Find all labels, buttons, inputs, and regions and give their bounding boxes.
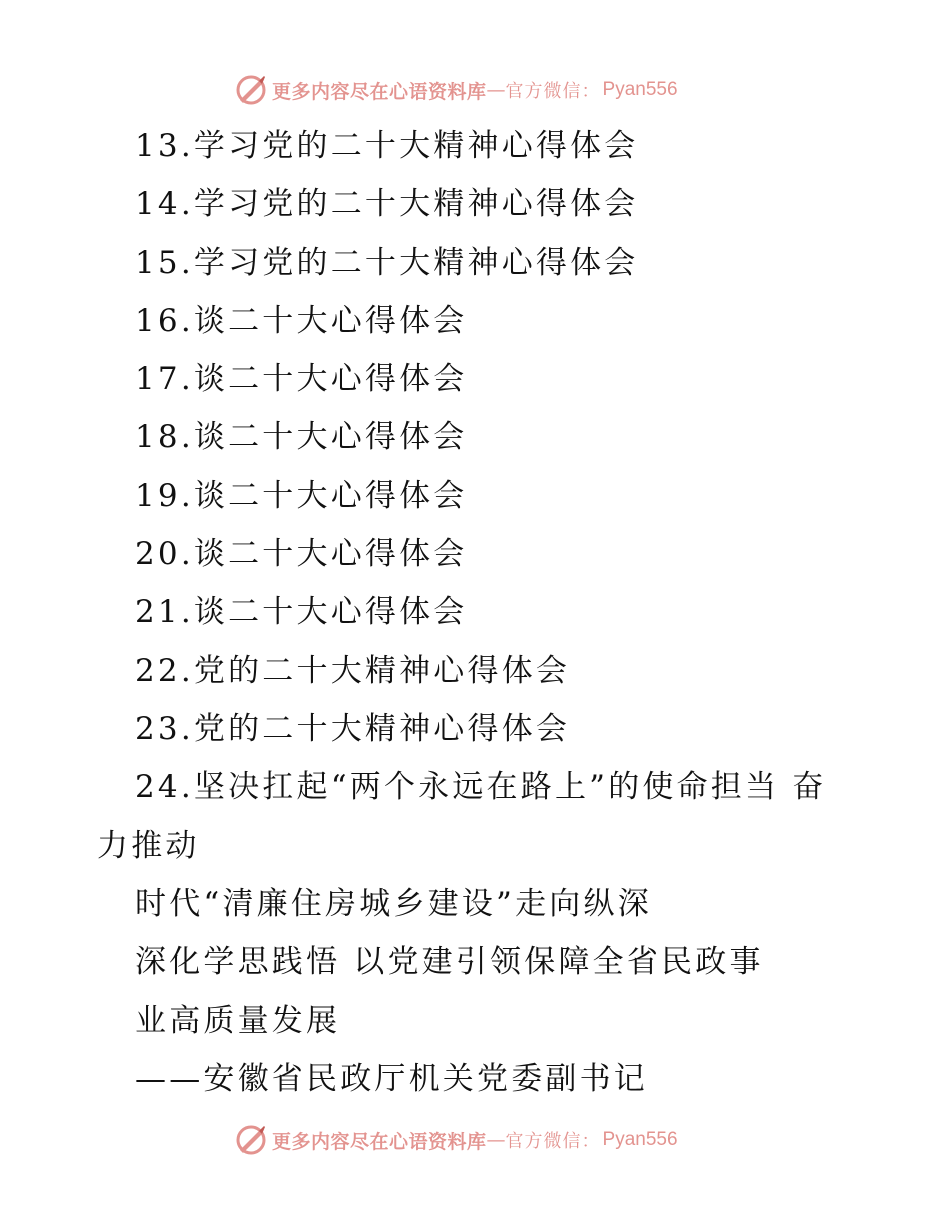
list-item-continuation: 力推动 bbox=[97, 828, 200, 864]
watermark-main-text: 更多内容尽在心语资料库 bbox=[272, 80, 487, 103]
list-item: 21.谈二十大心得体会 bbox=[135, 594, 468, 630]
watermark-header bbox=[234, 73, 678, 107]
watermark-footer bbox=[234, 1123, 678, 1157]
watermark-wechat-id: Pyan556 bbox=[602, 1129, 678, 1150]
watermark-official-label: 官方微信： bbox=[505, 1131, 601, 1152]
list-item: 17.谈二十大心得体会 bbox=[135, 361, 468, 397]
list-item: 20.谈二十大心得体会 bbox=[135, 536, 468, 572]
watermark-official-label: 官方微信： bbox=[505, 81, 601, 102]
list-item: 19.谈二十大心得体会 bbox=[135, 478, 468, 514]
list-item: 18.谈二十大心得体会 bbox=[135, 419, 468, 455]
document-line: 业高质量发展 bbox=[135, 1003, 341, 1039]
pen-logo-icon bbox=[234, 73, 268, 107]
list-item: 22.党的二十大精神心得体会 bbox=[135, 653, 571, 689]
list-item: 24.坚决扛起“两个永远在路上”的使命担当 奋 bbox=[135, 769, 827, 805]
watermark-separator: — bbox=[486, 79, 506, 101]
watermark-main-text: 更多内容尽在心语资料库 bbox=[272, 1130, 487, 1153]
list-item: 13.学习党的二十大精神心得体会 bbox=[135, 128, 639, 164]
document-line: 深化学思践悟 以党建引领保障全省民政事 bbox=[135, 944, 764, 980]
list-item: 15.学习党的二十大精神心得体会 bbox=[135, 245, 639, 281]
watermark-wechat-id: Pyan556 bbox=[602, 79, 678, 100]
list-item: 14.学习党的二十大精神心得体会 bbox=[135, 186, 639, 222]
list-item: 16.谈二十大心得体会 bbox=[135, 303, 468, 339]
pen-logo-icon bbox=[234, 1123, 268, 1157]
document-line: ——安徽省民政厅机关党委副书记 bbox=[135, 1061, 648, 1097]
list-item: 23.党的二十大精神心得体会 bbox=[135, 711, 571, 747]
document-line: 时代“清廉住房城乡建设”走向纵深 bbox=[135, 886, 652, 922]
watermark-separator: — bbox=[486, 1129, 506, 1151]
